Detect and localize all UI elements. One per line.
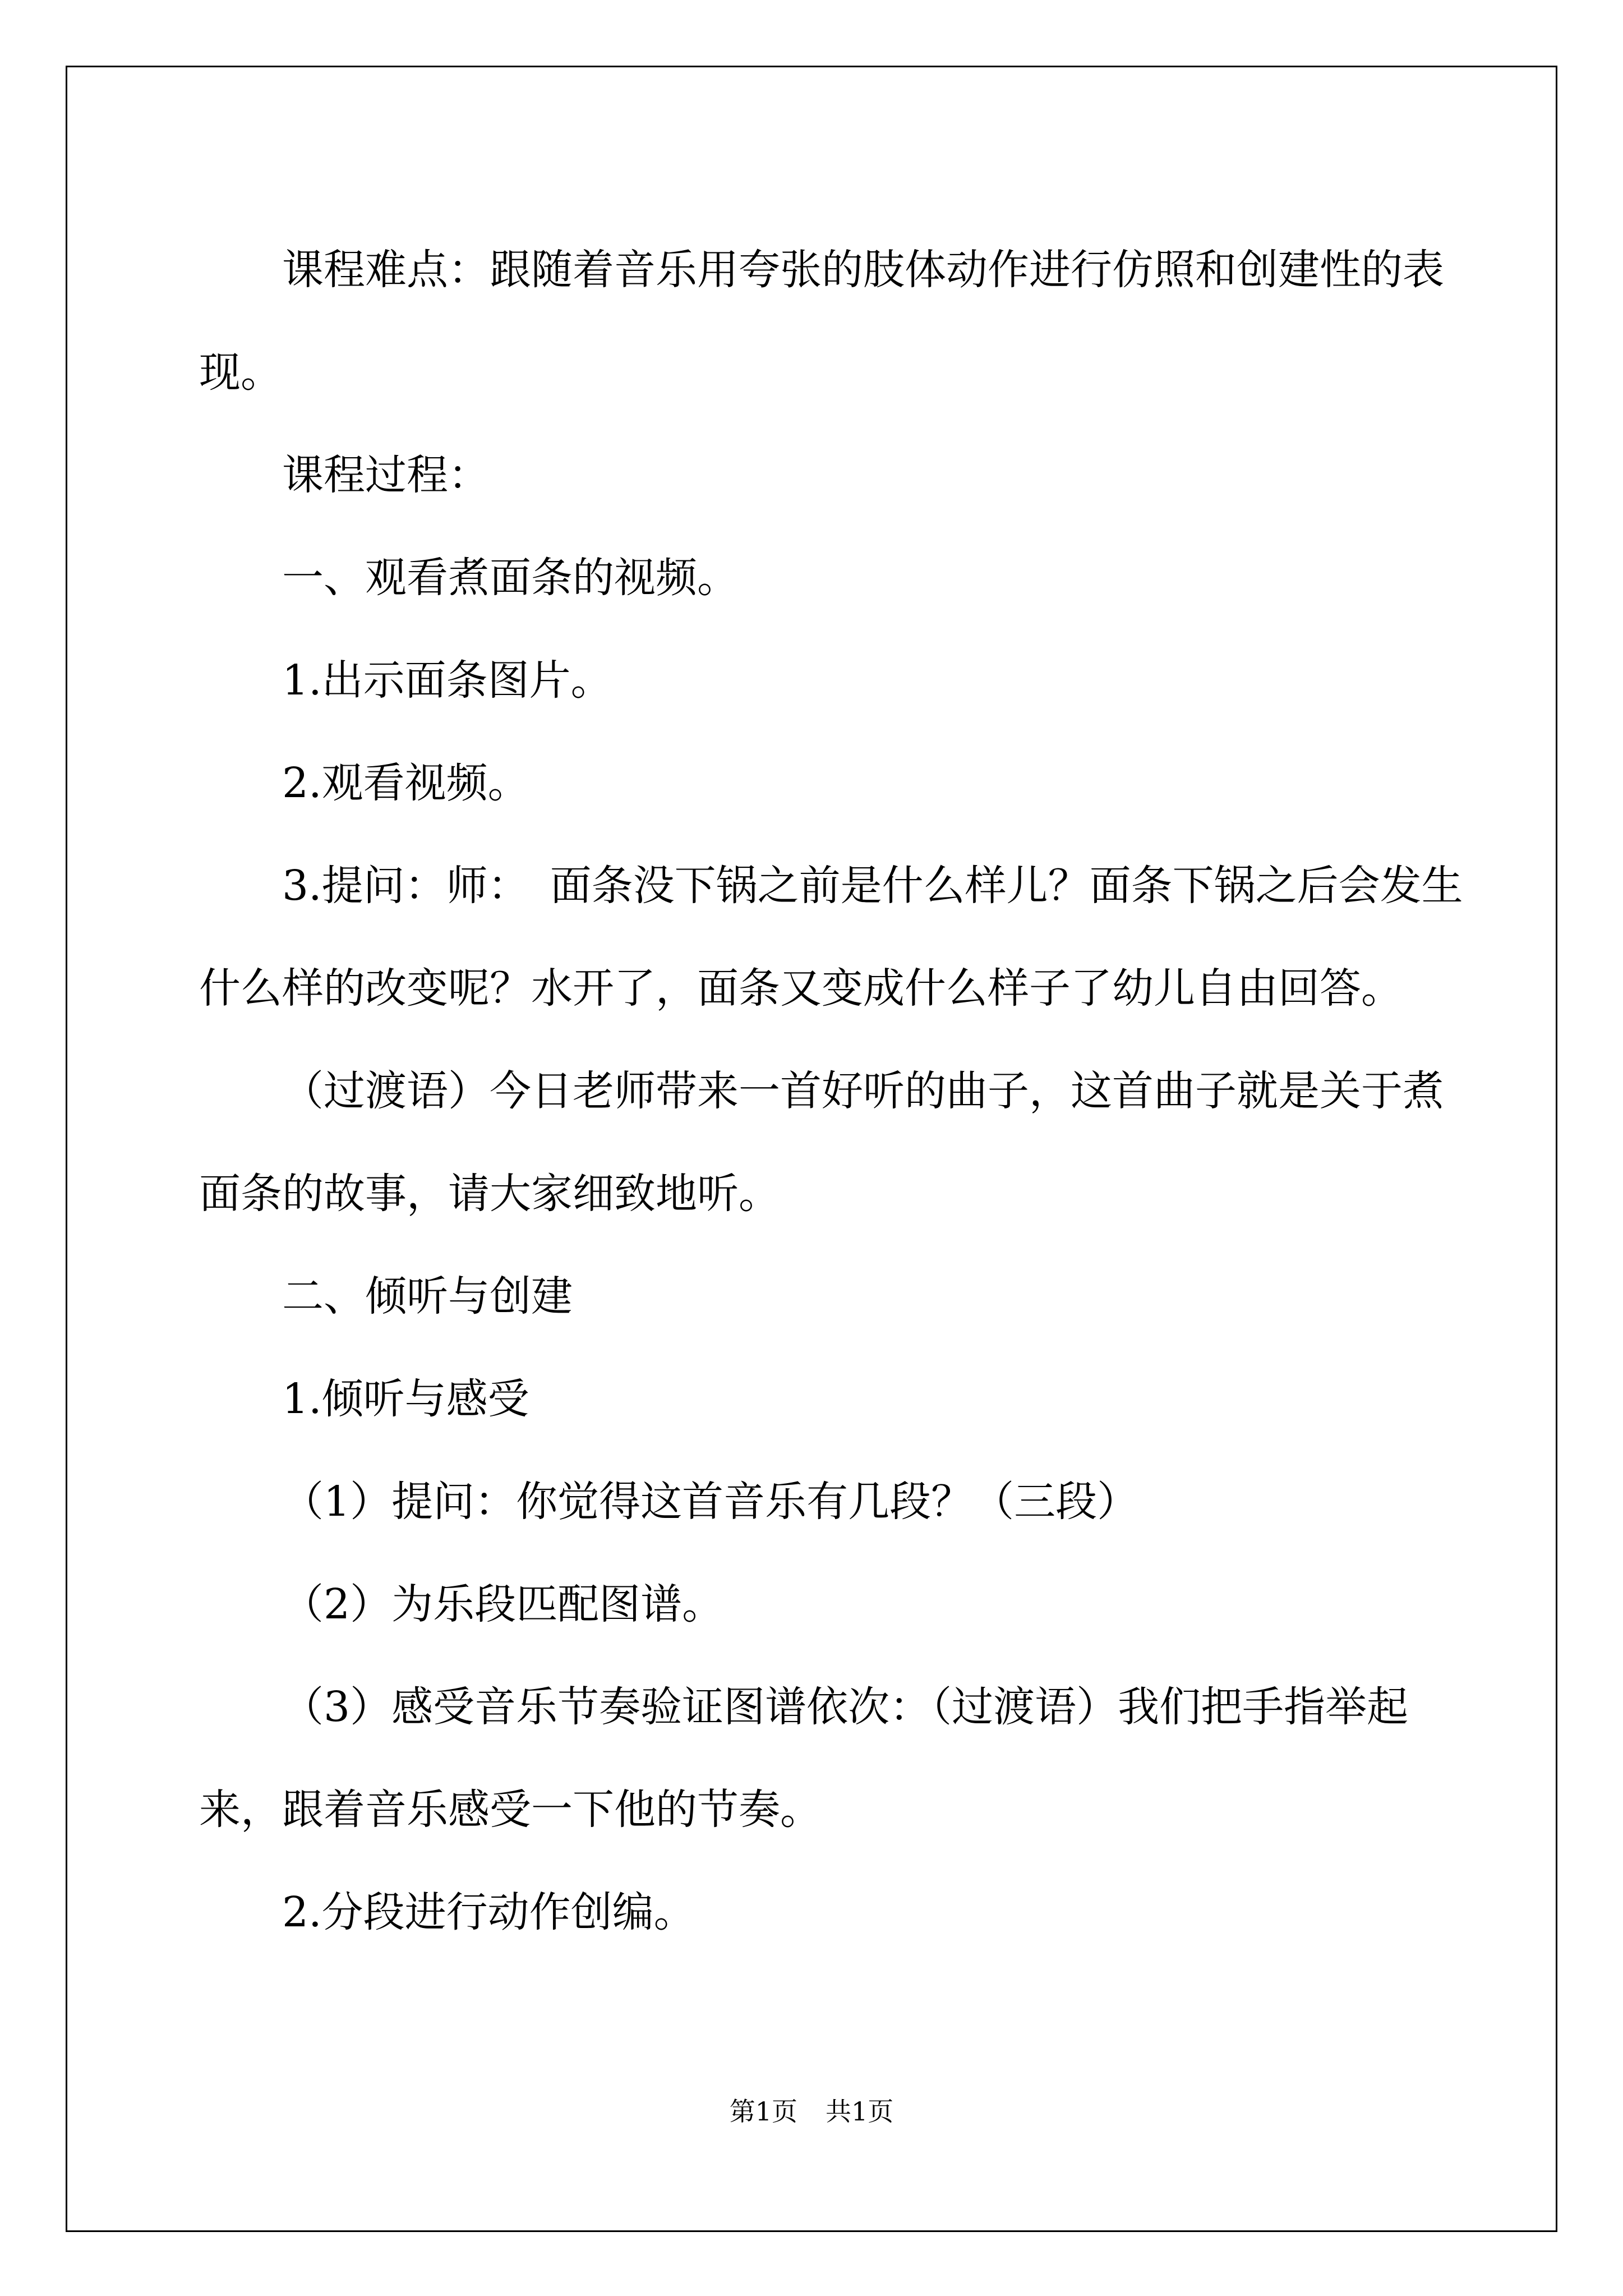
paragraph-difficulty: 课程难点：跟随着音乐用夸张的肢体动作进行仿照和创建性的表现。	[199, 246, 1444, 397]
paragraph-transition: （过渡语）今日老师带来一首好听的曲子，这首曲子就是关于煮面条的故事，请大家细致地听。	[199, 1067, 1444, 1218]
document-body	[199, 219, 1467, 1964]
page-number-current: 第1页	[729, 2096, 797, 2127]
paragraph-listen-feel: 1.倾听与感受	[282, 1375, 529, 1423]
paragraph-question-2: （2）为乐段匹配图谱。	[282, 1580, 724, 1628]
paragraph-step-1: 1.出示面条图片。	[282, 656, 612, 705]
paragraph-question-3: （3）感受音乐节奏验证图谱依次：（过渡语）我们把手指举起来，跟着音乐感受一下他的节奏。	[199, 1683, 1409, 1834]
page-number-total: 共1页	[826, 2096, 894, 2127]
paragraph-step-2: 2.观看视频。	[282, 759, 529, 807]
paragraph-question-1: （1）提问：你觉得这首音乐有几段？（三段）	[282, 1478, 1139, 1526]
paragraph-section-two: 二、倾听与创建	[282, 1272, 573, 1320]
paragraph-step-choreography: 2.分段进行动作创编。	[282, 1888, 695, 1936]
page-footer	[0, 2091, 1623, 2128]
paragraph-process-heading: 课程过程：	[282, 451, 490, 499]
paragraph-section-one: 一、观看煮面条的视频。	[282, 554, 739, 602]
paragraph-step-3: 3.提问：师： 面条没下锅之前是什么样儿？面条下锅之后会发生什么样的改变呢？水开了，面条又变成什么样子了幼儿自由回答。	[199, 862, 1463, 1013]
